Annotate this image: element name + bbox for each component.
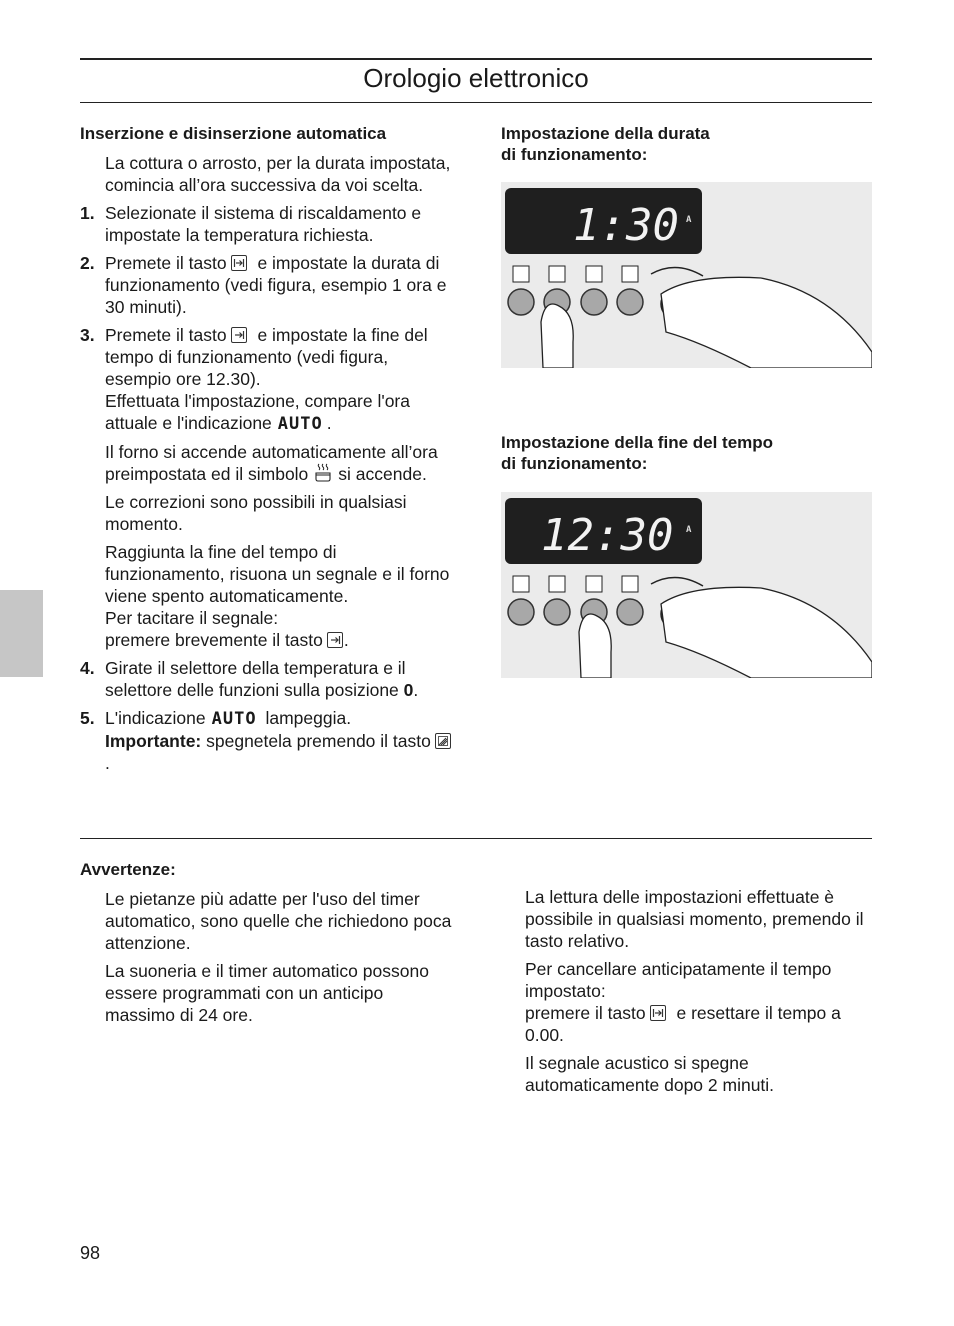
section-heading: Inserzione e disinserzione automatica — [80, 124, 387, 143]
display-readout: 12:30 — [541, 510, 674, 561]
end-time-key-icon — [327, 632, 343, 648]
note-paragraph: Le pietanze più adatte per l'uso del timer automatico, sono quelle che richiedono poca attenzione. — [105, 889, 452, 953]
key-symbols — [513, 266, 638, 282]
control-panel-figure-end-time — [501, 492, 872, 678]
step-3: 3. Premete il tasto e impostate la fine del tempo di funzionamento (vedi figura, esempio ore 12.30). Effettuata l'impostazione, compare l'ora attuale e l'indicazione AUTO . — [80, 325, 428, 434]
notes-left-column — [80, 859, 452, 1032]
note-paragraph: La lettura delle impostazioni effettuate è possibile in qualsiasi momento, premendo il tasto relativo. — [525, 887, 864, 951]
duration-key-icon — [231, 255, 247, 271]
step-5: 5. L'indicazione AUTO lampeggia. Importante: spegnetela premendo il tasto . — [80, 707, 452, 774]
end-signal-text: Raggiunta la fine del tempo di funzionamento, risuona un segnale e il forno viene spento automaticamente. Per tacitare il segnale: premere brevemente il tasto . — [105, 542, 450, 650]
title-rule — [80, 102, 872, 103]
figure-2-heading: Impostazione della fine del tempo di funzionamento: — [501, 433, 774, 473]
manual-key-icon — [435, 733, 451, 749]
display-readout: 1:30 — [573, 200, 679, 251]
end-time-key-icon — [231, 327, 247, 343]
key-symbols — [513, 576, 638, 592]
step-2: 2. Premete il tasto e impostate la durata di funzionamento (vedi figura, esempio 1 ora e 30 minuti). — [80, 253, 447, 317]
instructions-column — [80, 123, 452, 780]
note-paragraph: Il segnale acustico si spegne automaticamente dopo 2 minuti. — [525, 1053, 775, 1095]
auto-indicator: AUTO — [211, 709, 257, 729]
control-panel-figure-duration — [501, 182, 872, 368]
auto-label: A — [686, 525, 692, 535]
page-title: Orologio elettronico — [363, 63, 589, 93]
duration-key-icon — [650, 1005, 666, 1021]
finger-illustration — [579, 614, 611, 678]
hand-illustration — [661, 277, 872, 368]
side-tab-marker — [0, 590, 43, 677]
corrections-text: Le correzioni sono possibili in qualsiasi momento. — [105, 492, 407, 534]
note-paragraph: La suoneria e il timer automatico possono essere programmati con un anticipo massimo di 24 ore. — [105, 961, 429, 1025]
notes-heading: Avvertenze: — [80, 860, 176, 879]
oven-on-text: Il forno si accende automaticamente all’ora preimpostata ed il simbolo si accende. — [105, 442, 438, 484]
notes-right-column — [525, 886, 872, 1102]
note-paragraph: Per cancellare anticipatamente il tempo impostato: premere il tasto e resettare il tempo a 0.00. — [525, 959, 841, 1045]
hand-illustration — [661, 587, 872, 678]
auto-indicator: AUTO — [277, 414, 323, 434]
top-rule — [80, 58, 872, 60]
notes-rule — [80, 838, 872, 839]
control-panel-illustration — [501, 182, 872, 368]
step-4: 4. Girate il selettore della temperatura e il selettore delle funzioni sulla posizione 0. — [80, 658, 419, 700]
finger-illustration — [541, 304, 573, 368]
auto-label: A — [686, 215, 692, 225]
intro-text: La cottura o arrosto, per la durata impostata, comincia all’ora successiva da voi scelta. — [105, 153, 451, 195]
control-panel-illustration — [501, 492, 872, 678]
step-1: 1. Selezionate il sistema di riscaldamento e impostate la temperatura richiesta. — [80, 203, 422, 245]
figure-1-heading: Impostazione della durata di funzionamento: — [501, 124, 710, 164]
page-number: 98 — [80, 1243, 101, 1263]
oven-heating-icon — [314, 463, 332, 483]
